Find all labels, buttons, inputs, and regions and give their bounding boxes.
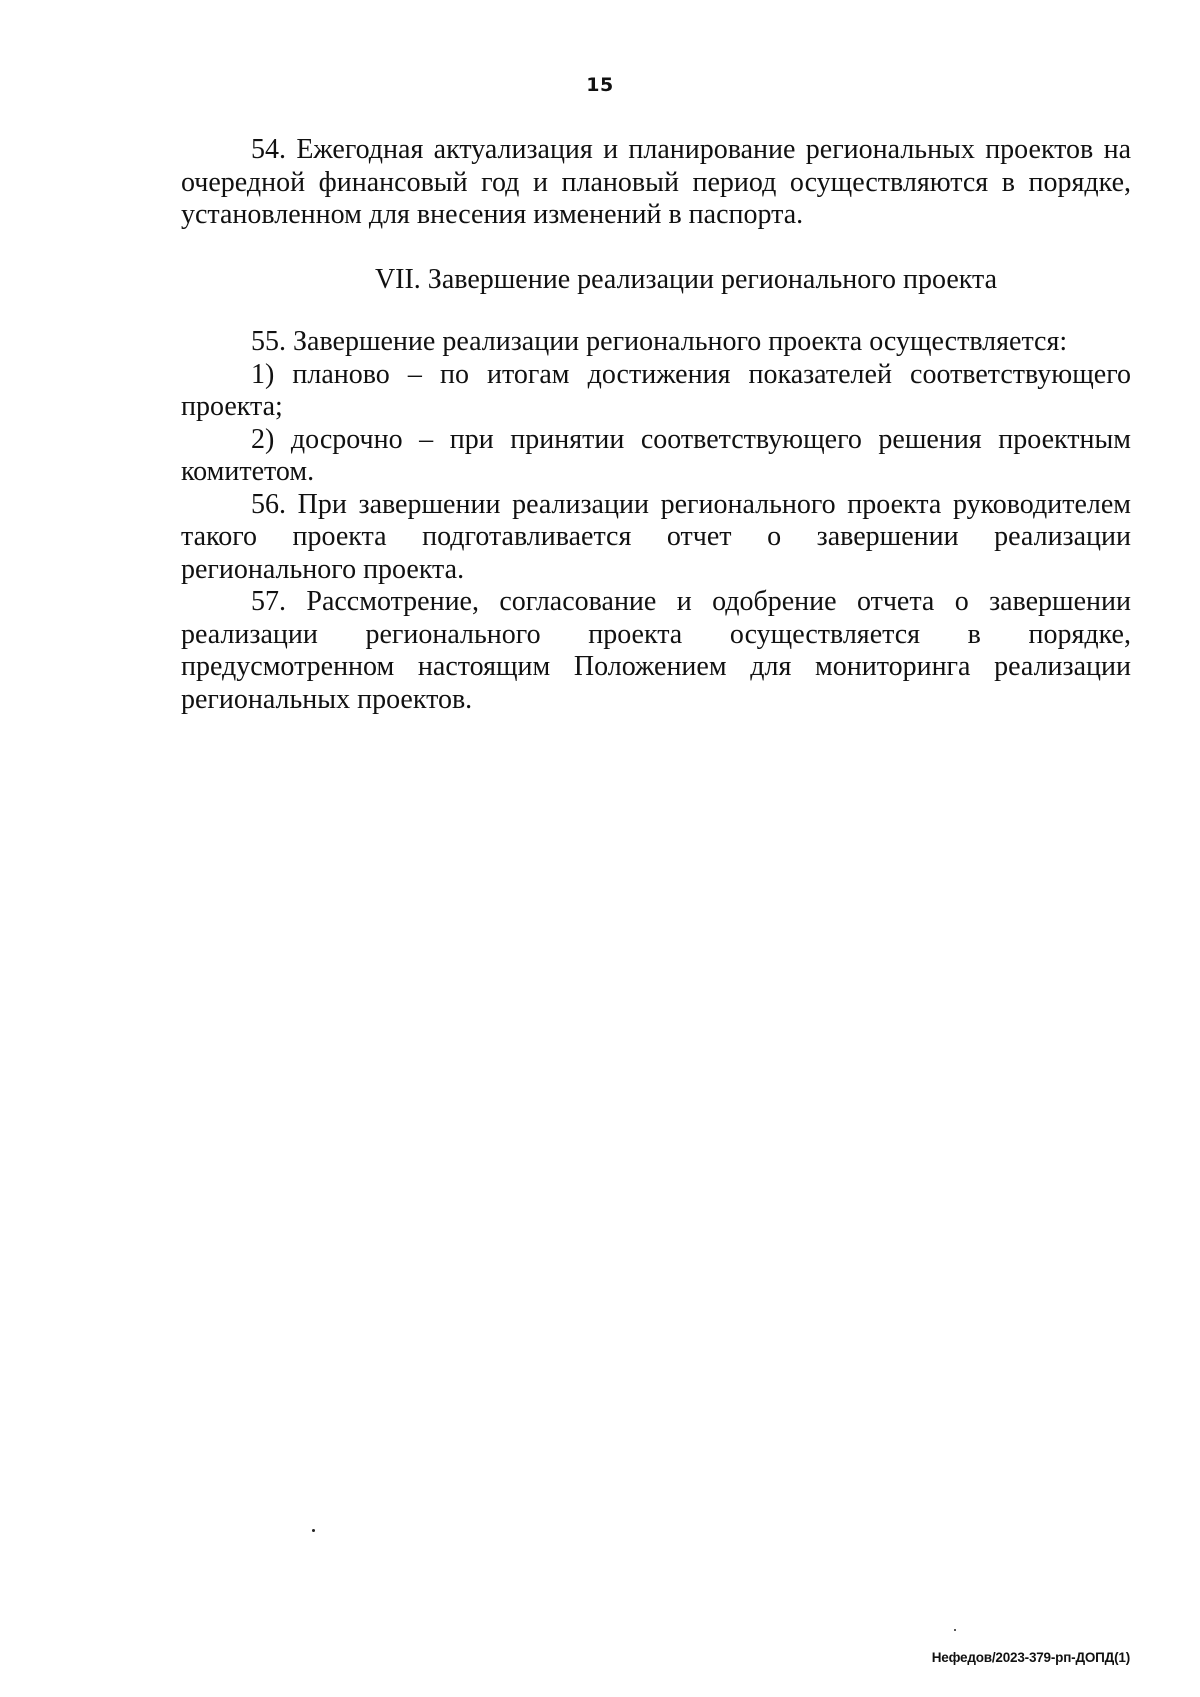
paragraph-57: 57. Рассмотрение, согласование и одобрение отчета о завершении реализации регионального проекта осуществляется в порядке, предусмотренном настоящим Положением для мониторинга реализации региональных проектов.	[181, 586, 1131, 715]
scan-speck	[954, 1629, 956, 1631]
paragraph-56: 56. При завершении реализации регионального проекта руководителем такого проекта подготавливается отчет о завершении реализации регионального проекта.	[181, 488, 1131, 585]
scan-speck	[312, 1529, 315, 1532]
document-code: Нефедов/2023-379-рп-ДОПД(1)	[931, 1650, 1130, 1665]
paragraph-55: 55. Завершение реализации регионального проекта осуществляется:	[251, 326, 1068, 357]
section-heading-container	[181, 264, 1131, 296]
list-item-1: 1) планово – по итогам достижения показателей соответствующего проекта;	[181, 358, 1131, 422]
paragraph-54: 54. Ежегодная актуализация и планирование региональных проектов на очередной финансовый год и плановый период осуществляются в порядке, установленном для внесения изменений в паспорта.	[181, 134, 1131, 230]
list-item-2: 2) досрочно – при принятии соответствующего решения проектным комитетом.	[181, 423, 1131, 487]
page-number: 15	[586, 74, 614, 96]
text-block-main	[181, 326, 1131, 716]
section-heading: VII. Завершение реализации регионального проекта	[374, 264, 998, 295]
text-block-top	[181, 134, 1131, 232]
